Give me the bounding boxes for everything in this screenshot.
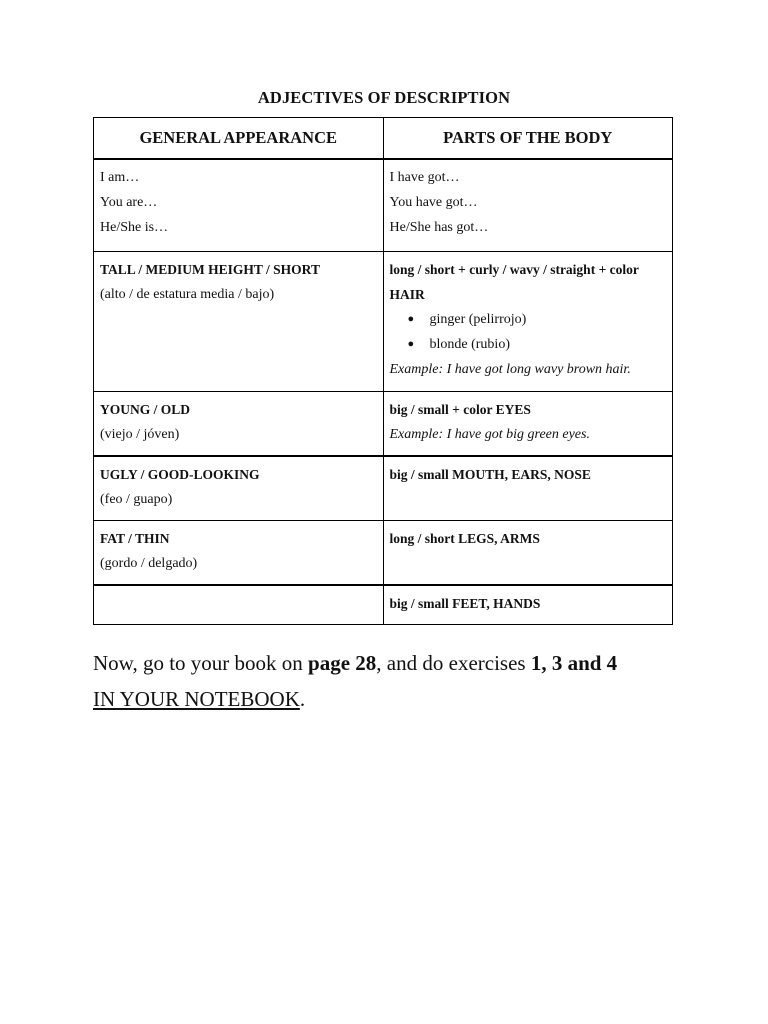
adjective-label: UGLY / GOOD-LOOKING <box>100 467 260 482</box>
phrase-line: You are… <box>100 195 158 210</box>
example-text: Example: I have got big green eyes. <box>389 427 590 442</box>
table-cell <box>383 456 673 521</box>
adjective-label: TALL / MEDIUM HEIGHT / SHORT <box>100 262 320 277</box>
bullet-list <box>390 307 667 357</box>
instruction-text: Now, go to your book on <box>93 651 309 675</box>
body-part-label: big / small MOUTH, EARS, NOSE <box>389 467 591 482</box>
table-row <box>94 252 673 392</box>
phrase-line: You have got… <box>389 195 478 210</box>
example-text: Example: I have got long wavy brown hair. <box>389 362 631 377</box>
table-header-row <box>94 118 673 160</box>
table-row <box>94 392 673 457</box>
body-part-label: big / small + color EYES <box>389 402 531 417</box>
instruction-text: , and do exercises <box>376 651 531 675</box>
notebook-emphasis: IN YOUR NOTEBOOK <box>93 687 300 711</box>
adjectives-table <box>93 117 673 625</box>
translation-note: (feo / guapo) <box>100 492 173 507</box>
table-cell-empty <box>94 585 384 625</box>
table-cell <box>383 585 673 625</box>
instruction-text: . <box>299 687 306 711</box>
table-cell <box>94 521 384 586</box>
table-cell <box>383 521 673 586</box>
table-cell <box>383 252 673 392</box>
body-part-label: long / short LEGS, ARMS <box>389 531 540 546</box>
page-reference: page 28 <box>308 651 377 675</box>
body-part-label: long / short + curly / wavy / straight + color HAIR <box>389 262 639 302</box>
header-general-appearance: GENERAL APPEARANCE <box>94 118 384 160</box>
adjective-label: YOUNG / OLD <box>100 402 191 417</box>
document-title: ADJECTIVES OF DESCRIPTION <box>257 88 511 107</box>
table-row <box>94 159 673 252</box>
table-row <box>94 585 673 625</box>
table-cell <box>94 456 384 521</box>
adjective-label: FAT / THIN <box>100 531 170 546</box>
translation-note: (gordo / delgado) <box>100 556 198 571</box>
phrase-line: I am… <box>100 170 140 185</box>
table-cell <box>383 159 673 252</box>
phrase-line: He/She has got… <box>389 220 489 235</box>
header-parts-of-the-body: PARTS OF THE BODY <box>383 118 673 160</box>
table-row <box>94 521 673 586</box>
translation-note: (viejo / jóven) <box>100 427 180 442</box>
phrase-line: He/She is… <box>100 220 169 235</box>
table-row <box>94 456 673 521</box>
table-cell <box>94 159 384 252</box>
translation-note: (alto / de estatura media / bajo) <box>100 287 275 302</box>
list-item: ● ginger (pelirrojo) <box>430 307 667 332</box>
instruction-paragraph <box>93 645 683 717</box>
list-item: ● blonde (rubio) <box>430 332 667 357</box>
phrase-line: I have got… <box>389 170 460 185</box>
table-cell <box>94 252 384 392</box>
exercise-numbers: 1, 3 and 4 <box>530 651 618 675</box>
table-cell <box>94 392 384 457</box>
table-cell <box>383 392 673 457</box>
body-part-label: big / small FEET, HANDS <box>389 596 541 611</box>
